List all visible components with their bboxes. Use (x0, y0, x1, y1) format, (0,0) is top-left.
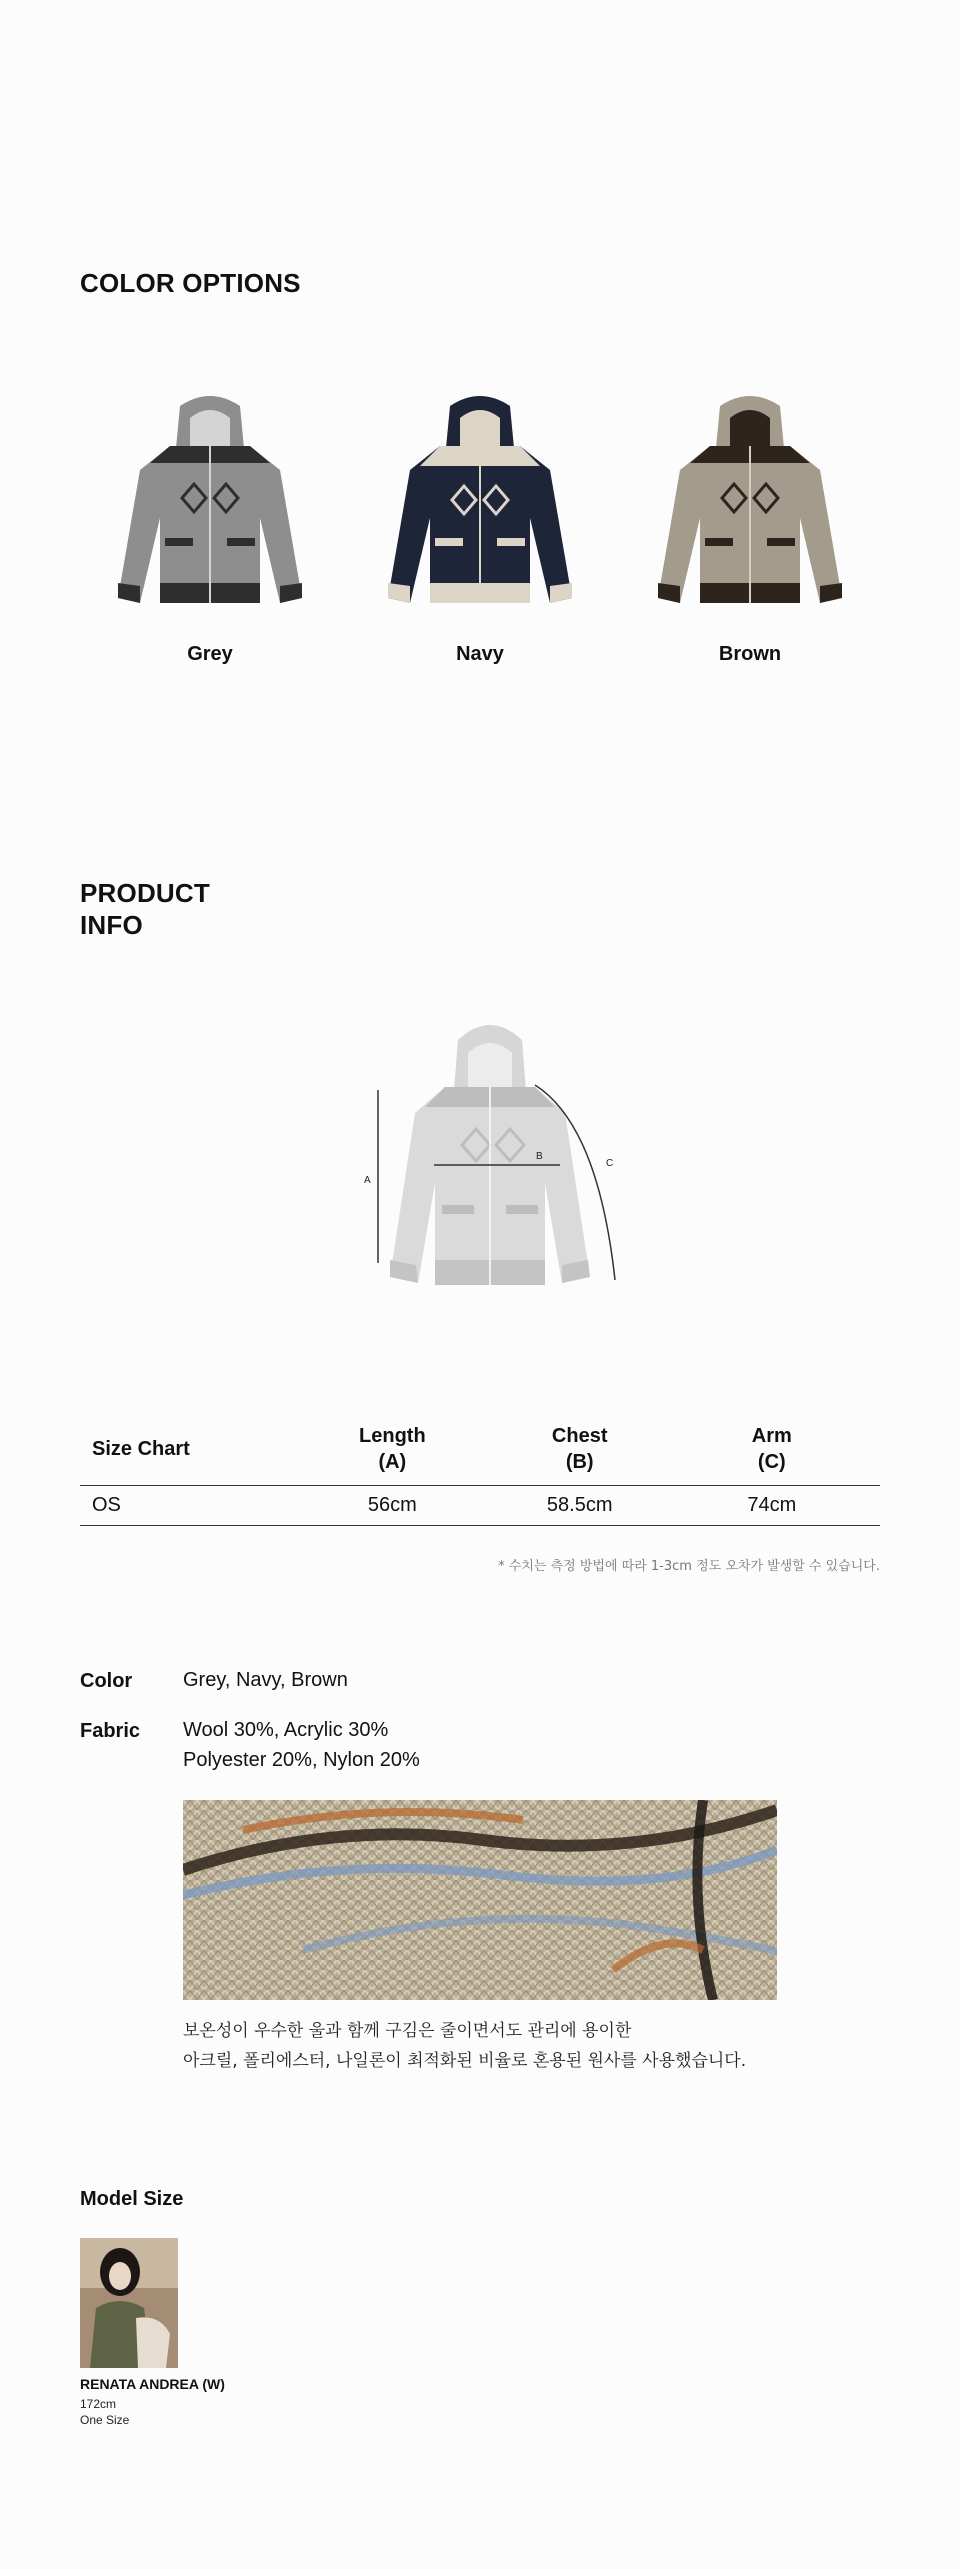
model-name: RENATA ANDREA (W) (80, 2376, 225, 2392)
model-height: 172cm (80, 2397, 117, 2411)
grey-cardigan-image[interactable] (110, 388, 310, 628)
color-spec-label: Color (80, 1670, 133, 1692)
measurement-cardigan-illustration (350, 1015, 630, 1305)
fabric-description-line-2: 아크릴, 폴리에스터, 나일론이 최적화된 비율로 혼용된 원사를 사용했습니다. (183, 2051, 747, 2071)
size-measurement-diagram (350, 1015, 630, 1305)
measurement-note: * 수치는 측정 방법에 따라 1-3cm 정도 오차가 발생할 수 있습니다. (498, 1559, 880, 1574)
fabric-closeup-image (183, 1800, 777, 2000)
model-size-title: Model Size (80, 2188, 184, 2210)
length-header: Length (A) (299, 1413, 486, 1486)
brown-cardigan-illustration (650, 388, 850, 628)
size-chart-header: Size Chart (80, 1413, 299, 1486)
model-photo-illustration (80, 2238, 178, 2368)
fabric-spec-line-2: Polyester 20%, Nylon 20% (183, 1749, 420, 1771)
brown-cardigan-image[interactable] (650, 388, 850, 628)
chest-cell: 58.5cm (486, 1486, 673, 1526)
navy-option-label: Navy (456, 643, 504, 665)
navy-cardigan-image[interactable] (380, 388, 580, 628)
fabric-description-line-1: 보온성이 우수한 울과 함께 구김은 줄이면서도 관리에 용이한 (183, 2021, 632, 2041)
diagram-label-c: C (606, 1158, 614, 1169)
chest-header: Chest (B) (486, 1413, 673, 1486)
fabric-spec-label: Fabric (80, 1720, 141, 1742)
grey-cardigan-illustration (110, 388, 310, 628)
size-chart-table (80, 1413, 880, 1526)
table-row (80, 1486, 880, 1526)
length-cell: 56cm (299, 1486, 486, 1526)
arm-cell: 74cm (673, 1486, 870, 1526)
size-chart-header-row (80, 1413, 880, 1486)
size-cell: OS (80, 1486, 299, 1526)
product-info-title: PRODUCT INFO (80, 878, 210, 940)
arm-header: Arm (C) (673, 1413, 870, 1486)
fabric-spec-line-1: Wool 30%, Acrylic 30% (183, 1719, 389, 1741)
model-photo (80, 2238, 178, 2368)
diagram-label-b: B (536, 1151, 543, 1162)
grey-option-label: Grey (187, 643, 233, 665)
color-options-title: COLOR OPTIONS (80, 268, 301, 298)
knit-texture-illustration (183, 1800, 777, 2000)
model-size-value: One Size (80, 2413, 130, 2427)
color-spec-value: Grey, Navy, Brown (183, 1669, 348, 1691)
brown-option-label: Brown (718, 643, 782, 665)
navy-cardigan-illustration (380, 388, 580, 628)
diagram-label-a: A (364, 1175, 371, 1186)
